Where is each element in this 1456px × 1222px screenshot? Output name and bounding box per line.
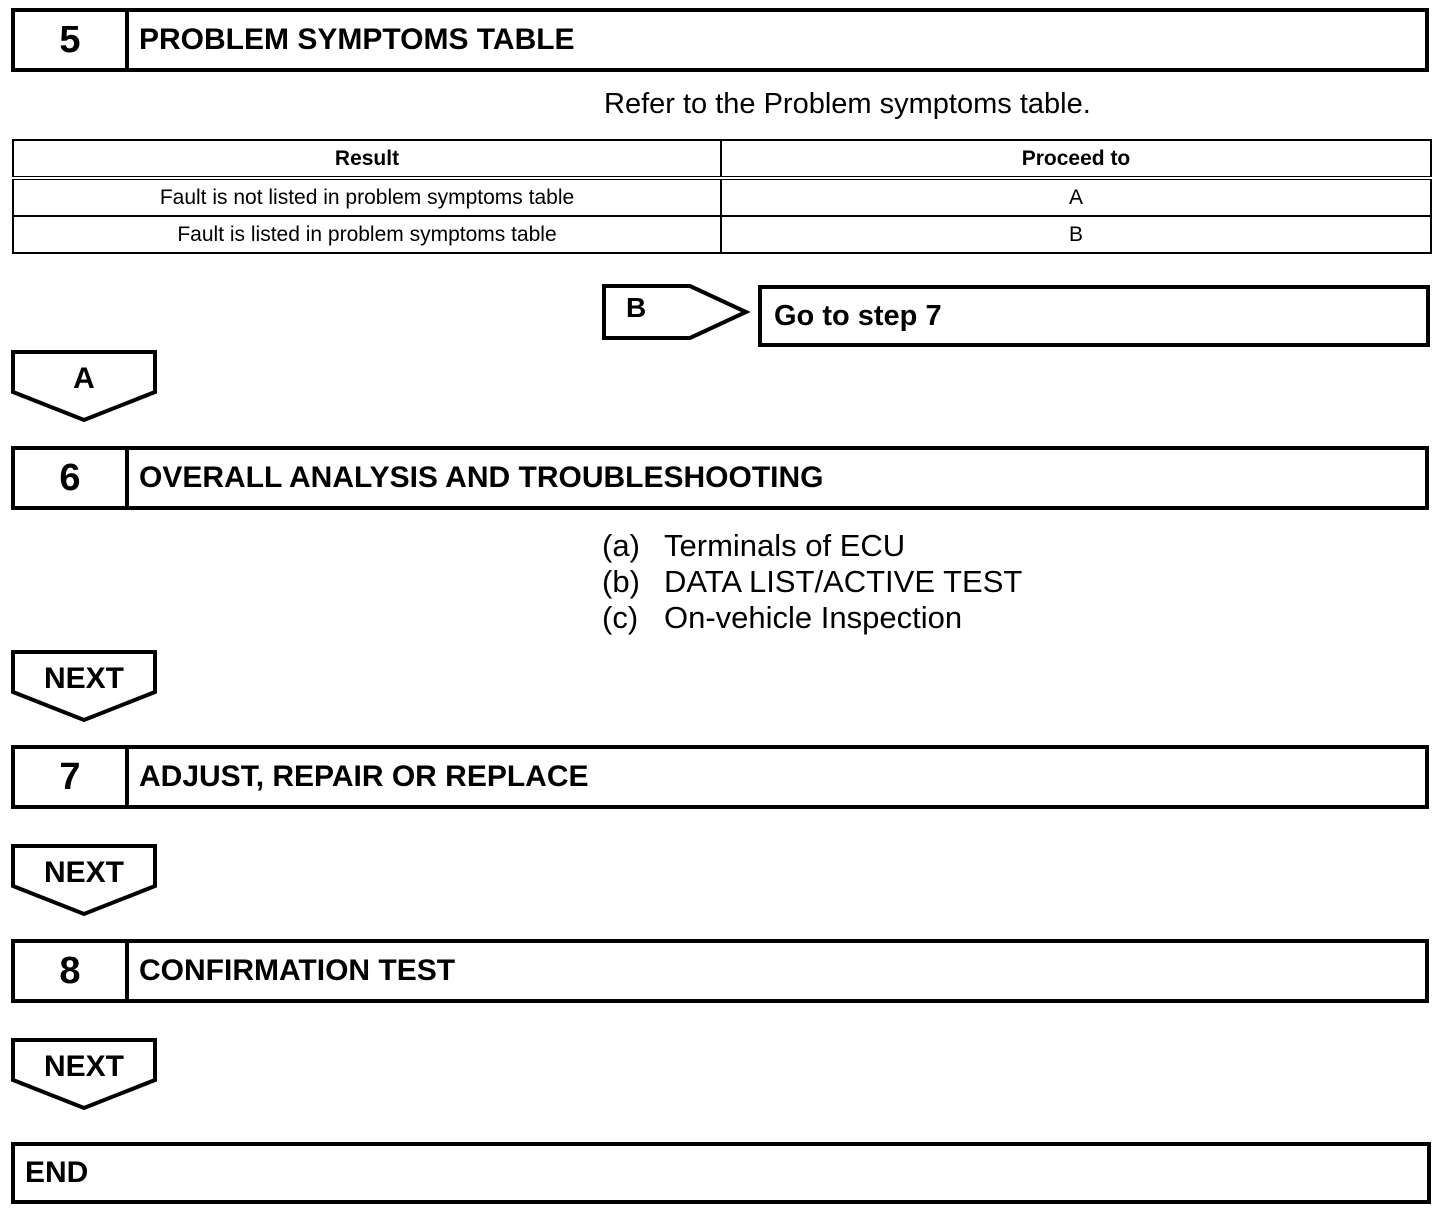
step-6-header [11,446,1429,510]
step-number: 5 [15,12,129,68]
branch-label: B [626,292,647,323]
next-arrow-step-8 [11,1038,159,1117]
list-item [602,564,1022,600]
result-table [12,139,1432,254]
step-title: CONFIRMATION TEST [139,954,456,987]
list-item-tag: (a) [602,528,640,563]
next-arrow-step-6 [11,650,159,729]
list-item-tag: (b) [602,564,640,599]
column-header: Result [13,140,721,178]
column-header: Proceed to [721,140,1431,178]
list-item-tag: (c) [602,600,639,635]
list-item-text: DATA LIST/ACTIVE TEST [664,564,1023,599]
end-box [11,1142,1431,1204]
next-arrow-step-7 [11,844,159,923]
proceed-cell: B [721,216,1431,253]
step-title: PROBLEM SYMPTOMS TABLE [139,23,575,56]
step-title: OVERALL ANALYSIS AND TROUBLESHOOTING [139,461,824,494]
end-label: END [25,1156,89,1189]
go-to-step-box [758,285,1430,347]
list-item-text: On-vehicle Inspection [664,600,963,635]
right-arrow-icon [602,284,752,342]
step-8-header [11,939,1429,1003]
next-label: NEXT [43,1050,124,1083]
list-item [602,528,905,564]
result-cell: Fault is listed in problem symptoms table [13,216,721,253]
step-title: ADJUST, REPAIR OR REPLACE [139,760,589,793]
continue-a-arrow [11,350,159,429]
step-7-header [11,745,1429,809]
step-5-instruction: Refer to the Problem symptoms table. [604,88,1091,120]
table-row [13,178,1431,216]
step-number: 8 [15,943,129,999]
step-5-header [11,8,1429,72]
step-number: 6 [15,450,129,506]
result-cell: Fault is not listed in problem symptoms table [13,178,721,216]
list-item-text: Terminals of ECU [664,528,906,563]
next-label: NEXT [43,856,124,889]
table-header-row [13,140,1431,178]
next-label: NEXT [43,662,124,695]
proceed-cell: A [721,178,1431,216]
continue-label: A [73,362,95,395]
branch-b-arrow [602,284,752,347]
step-number: 7 [15,749,129,805]
go-to-step-text: Go to step 7 [774,300,942,332]
table-row [13,216,1431,253]
list-item [602,600,962,636]
